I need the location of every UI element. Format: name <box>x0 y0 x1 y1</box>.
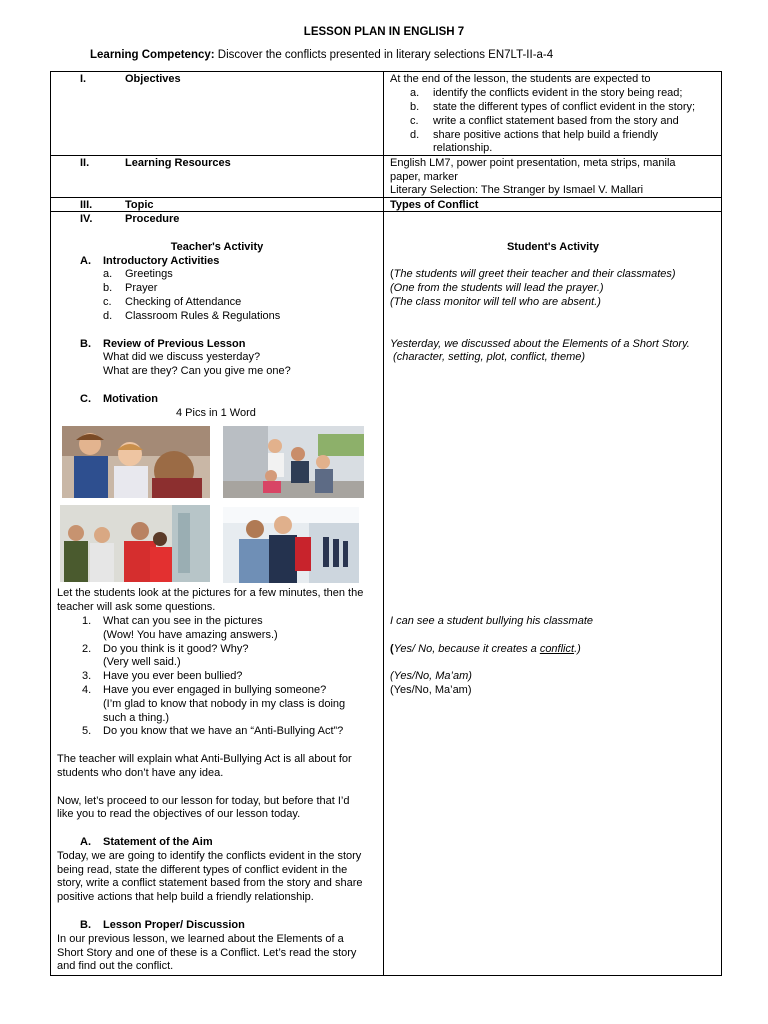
resources-line: Literary Selection: The Stranger by Ismael V. Mallari <box>390 184 644 196</box>
procedure-label: Procedure <box>125 213 180 225</box>
student-prayer-text: One from the students will lead the prayer. <box>393 282 600 294</box>
student-answer-1: I can see a student bullying his classmate <box>390 615 594 627</box>
student-attendance: (The class monitor will tell who are absent.) <box>390 296 601 308</box>
topic-number: III. <box>80 199 93 211</box>
aim-line: story, write a conflict statement based from the story and share <box>57 877 363 889</box>
explain-line: students who don’t have any idea. <box>57 767 224 779</box>
question-num: 3. <box>82 670 92 682</box>
lesson-proper-line: and find out the conflict. <box>57 960 174 972</box>
intro-item-letter: d. <box>103 310 113 322</box>
student-answer-4: (Yes/No, Ma’am) <box>390 684 472 696</box>
student-review-line: (character, setting, plot, conflict, theme) <box>390 351 586 363</box>
competency-text: Discover the conflicts presented in literary selections EN7LT-II-a-4 <box>214 49 554 61</box>
column-divider <box>383 71 384 976</box>
aim-heading: Statement of the Aim <box>103 836 213 848</box>
learning-competency <box>90 49 553 63</box>
resources-line: paper, marker <box>390 171 458 183</box>
student-answer-2-pre: Yes/ No, because it creates a <box>393 643 540 655</box>
lesson-proper-letter: B. <box>80 919 91 931</box>
student-activity-header: Student's Activity <box>506 241 600 253</box>
student-answer-3: (Yes/No, Ma’am) <box>390 670 472 682</box>
lesson-proper-line: In our previous lesson, we learned about the Elements of a <box>57 933 344 945</box>
objectives-number: I. <box>80 73 87 85</box>
motivation-letter: C. <box>80 393 91 405</box>
resources-number: II. <box>80 157 90 169</box>
procedure-number: IV. <box>80 213 93 225</box>
student-review-line: Yesterday, we discussed about the Elements of a Short Story. <box>390 338 690 350</box>
proceed-line: like you to read the objectives of our lesson today. <box>57 808 301 820</box>
objective-c-text: write a conflict statement based from the story and <box>433 115 679 127</box>
bullying-photo-1 <box>62 426 210 498</box>
topic-label: Topic <box>125 199 154 211</box>
aim-line: positive actions that help build a friendly relationship. <box>57 891 314 903</box>
aim-line: Today, we are going to identify the conflicts evident in the story <box>57 850 362 862</box>
objective-b-letter: b. <box>410 101 420 113</box>
lesson-proper-line: Short Story and one of these is a Conflict. Let’s read the story <box>57 947 357 959</box>
review-line: What are they? Can you give me one? <box>103 365 291 377</box>
bullying-photo-2 <box>223 426 364 498</box>
explain-line: The teacher will explain what Anti-Bullying Act is all about for <box>57 753 352 765</box>
intro-letter: A. <box>80 255 91 267</box>
motivation-heading: Motivation <box>103 393 158 405</box>
student-answer-2-post: . <box>574 643 578 655</box>
intro-item-text: Classroom Rules & Regulations <box>125 310 281 322</box>
lesson-proper-heading: Lesson Proper/ Discussion <box>103 919 245 931</box>
resources-line: English LM7, power point presentation, meta strips, manila <box>390 157 676 169</box>
objective-a-letter: a. <box>410 87 420 99</box>
student-prayer: (One from the students will lead the prayer.) <box>390 282 604 294</box>
question-line: Do you think is it good? Why? <box>103 643 249 655</box>
objective-d-text-cont: relationship. <box>433 142 493 154</box>
review-letter: B. <box>80 338 91 350</box>
bullying-photo-4 <box>223 507 359 583</box>
objectives-intro: At the end of the lesson, the students are expected to <box>390 73 651 85</box>
question-num: 5. <box>82 725 92 737</box>
competency-label: Learning Competency: <box>90 49 215 61</box>
question-line: (Wow! You have amazing answers.) <box>103 629 278 641</box>
question-line: What can you see in the pictures <box>103 615 263 627</box>
question-num: 1. <box>82 615 92 627</box>
intro-item-text: Prayer <box>125 282 158 294</box>
objective-a-text: identify the conflicts evident in the story being read; <box>433 87 683 99</box>
row-divider <box>50 155 722 156</box>
student-answer-2-word: conflict <box>539 643 575 655</box>
question-line: such a thing.) <box>103 712 170 724</box>
objective-d-letter: d. <box>410 129 420 141</box>
objectives-label: Objectives <box>125 73 181 85</box>
student-answer-2: (Yes/ No, because it creates a conflict.) <box>390 643 581 655</box>
question-line: (Very well said.) <box>103 656 181 668</box>
motivation-instruction: Let the students look at the pictures for a few minutes, then the <box>57 587 364 599</box>
topic-value: Types of Conflict <box>390 199 479 211</box>
objective-d-text: share positive actions that help build a friendly <box>433 129 659 141</box>
review-line: What did we discuss yesterday? <box>103 351 261 363</box>
student-greet: (The students will greet their teacher and their classmates) <box>390 268 676 280</box>
intro-item-text: Checking of Attendance <box>125 296 242 308</box>
question-num: 2. <box>82 643 92 655</box>
objective-b-text: state the different types of conflict evident in the story; <box>433 101 696 113</box>
teacher-activity-header: Teacher's Activity <box>170 241 264 253</box>
motivation-instruction: teacher will ask some questions. <box>57 601 216 613</box>
intro-item-letter: a. <box>103 268 113 280</box>
aim-line: being read, state the different types of conflict evident in the <box>57 864 348 876</box>
question-line: Have you ever engaged in bullying someone? <box>103 684 327 696</box>
intro-heading: Introductory Activities <box>103 255 220 267</box>
game-title: 4 Pics in 1 Word <box>176 407 256 419</box>
intro-item-letter: b. <box>103 282 113 294</box>
question-line: Have you ever been bullied? <box>103 670 243 682</box>
resources-label: Learning Resources <box>125 157 231 169</box>
student-greet-text: The students will greet their teacher and their classmates <box>393 268 672 280</box>
bullying-photo-3 <box>60 505 210 582</box>
question-line: Do you know that we have an “Anti-Bullying Act”? <box>103 725 344 737</box>
proceed-line: Now, let’s proceed to our lesson for today, but before that I’d <box>57 795 350 807</box>
intro-item-text: Greetings <box>125 268 173 280</box>
intro-item-letter: c. <box>103 296 112 308</box>
review-heading: Review of Previous Lesson <box>103 338 246 350</box>
aim-letter: A. <box>80 836 91 848</box>
objective-c-letter: c. <box>410 115 419 127</box>
document-title: LESSON PLAN IN ENGLISH 7 <box>303 26 465 38</box>
question-line: (I’m glad to know that nobody in my class is doing <box>103 698 346 710</box>
student-attendance-text: The class monitor will tell who are absent. <box>393 296 598 308</box>
question-num: 4. <box>82 684 92 696</box>
